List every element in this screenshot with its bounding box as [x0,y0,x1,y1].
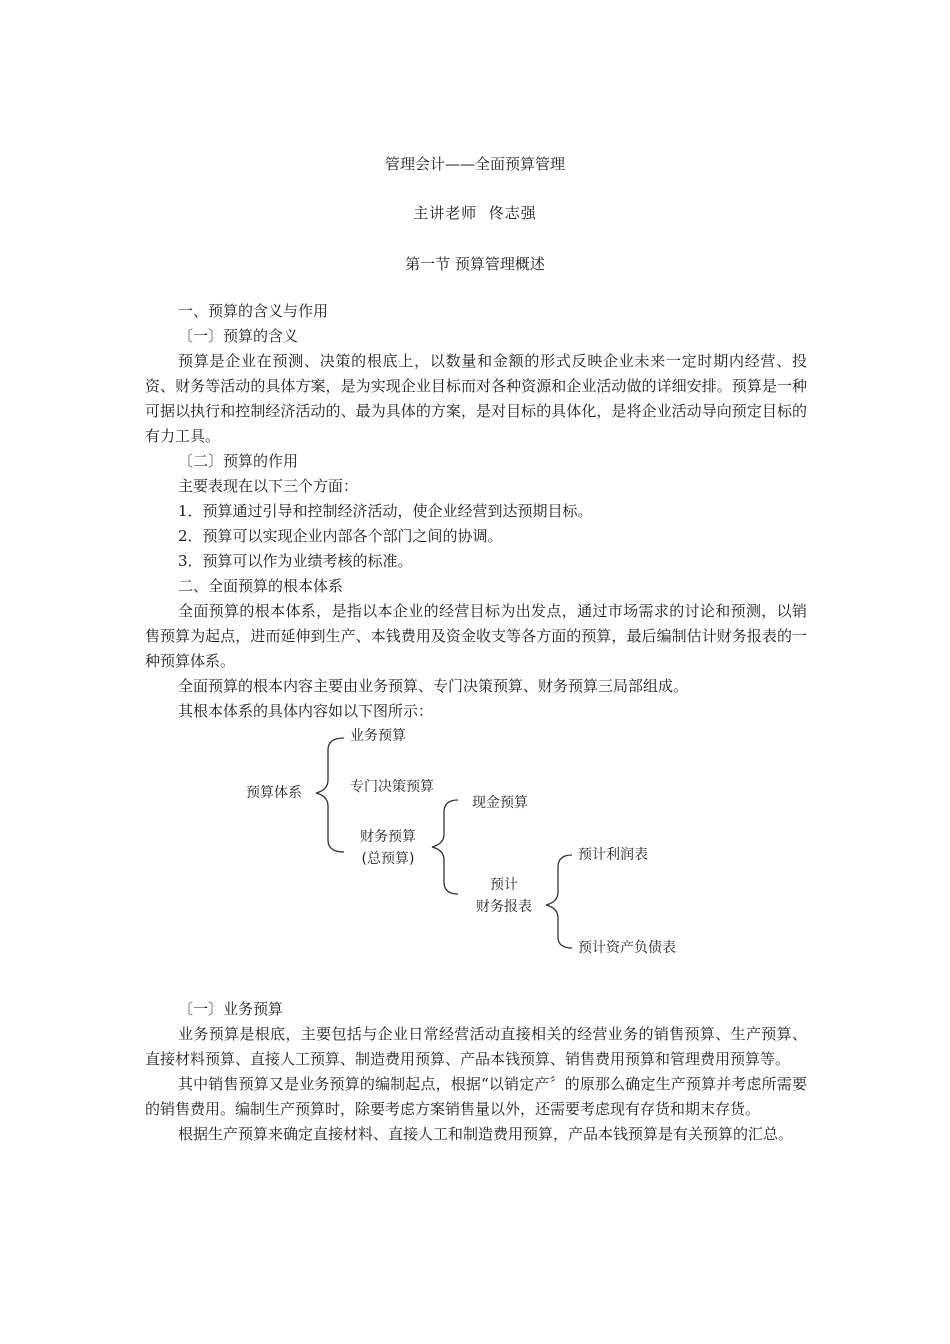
document-title: 管理会计——全面预算管理 [384,155,565,173]
node-forecast-label: 预计 [490,877,518,893]
paragraph-sales: 其中销售预算又是业务预算的编制起点，根据“以销定产〞的原那么确定生产预算并考虑所需要的销售费用。编制生产预算时，除要考虑方案销售量以外，还需要考虑现有存货和期末存货。 [145,1075,807,1118]
paragraph-intro: 主要表现在以下三个方面： [178,477,359,495]
node-forecast-statements [466,874,542,918]
brace-root [316,738,344,852]
node-cash-budget: 现金预算 [472,795,528,811]
paragraph-business: 业务预算是根底，主要包括与企业日常经营活动直接相关的经营业务的销售预算、生产预算、直接材料预算、直接人工预算、制造费用预算、产品本钱预算、销售费用预算和管理费用预算等。 [145,1025,807,1068]
heading-2: 二、全面预算的根本体系 [178,577,344,595]
paragraph-meaning: 预算是企业在预测、决策的根底上，以数量和金额的形式反映企业未来一定时期内经营、投资、财务等活动的具体方案，是为实现企业目标而对各种资源和企业活动做的详细安排。预算是一种可据以执行和控制经济活动的、最为具体的方案，是对目标的具体化，是将企业活动导向预定目标的有力工具。 [145,352,807,445]
node-balance-sheet: 预计资产负债表 [578,940,676,956]
subheading-function: 〔二〕预算的作用 [178,452,299,470]
node-budget-system: 预算体系 [246,785,302,801]
brace-forecast [546,855,572,948]
node-business-budget: 业务预算 [350,728,406,744]
heading-1: 一、预算的含义与作用 [178,302,329,320]
list-item-2: 2．预算可以实现企业内部各个部门之间的协调。 [178,527,503,545]
node-finance-budget-sub: (总预算) [361,851,415,867]
diagram-connectors [240,722,720,967]
body-text-top [145,299,807,724]
lecturer-line: 主讲老师 佟志强 [413,204,537,222]
node-forecast-sub: 财务报表 [476,899,532,915]
paragraph-system: 全面预算的根本体系，是指以本企业的经营目标为出发点，通过市场需求的讨论和预测，以销售预算为起点，进而延伸到生产、本钱费用及资金收支等各方面的预算，最后编制估计财务报表的一种预算体系。 [145,602,807,670]
paragraph-figure-intro: 其根本体系的具体内容如以下图所示： [178,702,434,720]
node-special-budget: 专门决策预算 [350,779,434,795]
node-profit-statement: 预计利润表 [578,847,648,863]
subheading-meaning: 〔一〕预算的含义 [178,327,299,345]
list-item-3: 3．预算可以作为业绩考核的标准。 [178,552,413,570]
section-title: 第一节 预算管理概述 [405,255,545,273]
node-finance-budget-label: 财务预算 [360,829,416,845]
paragraph-content: 全面预算的根本内容主要由业务预算、专门决策预算、财务预算三局部组成。 [178,677,689,695]
budget-system-diagram [240,722,720,967]
node-finance-budget [348,826,428,870]
brace-finance [432,800,458,894]
list-item-1: 1．预算通过引导和控制经济活动，使企业经营到达预期目标。 [178,502,593,520]
body-text-bottom [145,997,807,1147]
subheading-business: 〔一〕业务预算 [178,1000,284,1018]
paragraph-production: 根据生产预算来确定直接材料、直接人工和制造费用预算，产品本钱预算是有关预算的汇总。 [178,1125,794,1143]
